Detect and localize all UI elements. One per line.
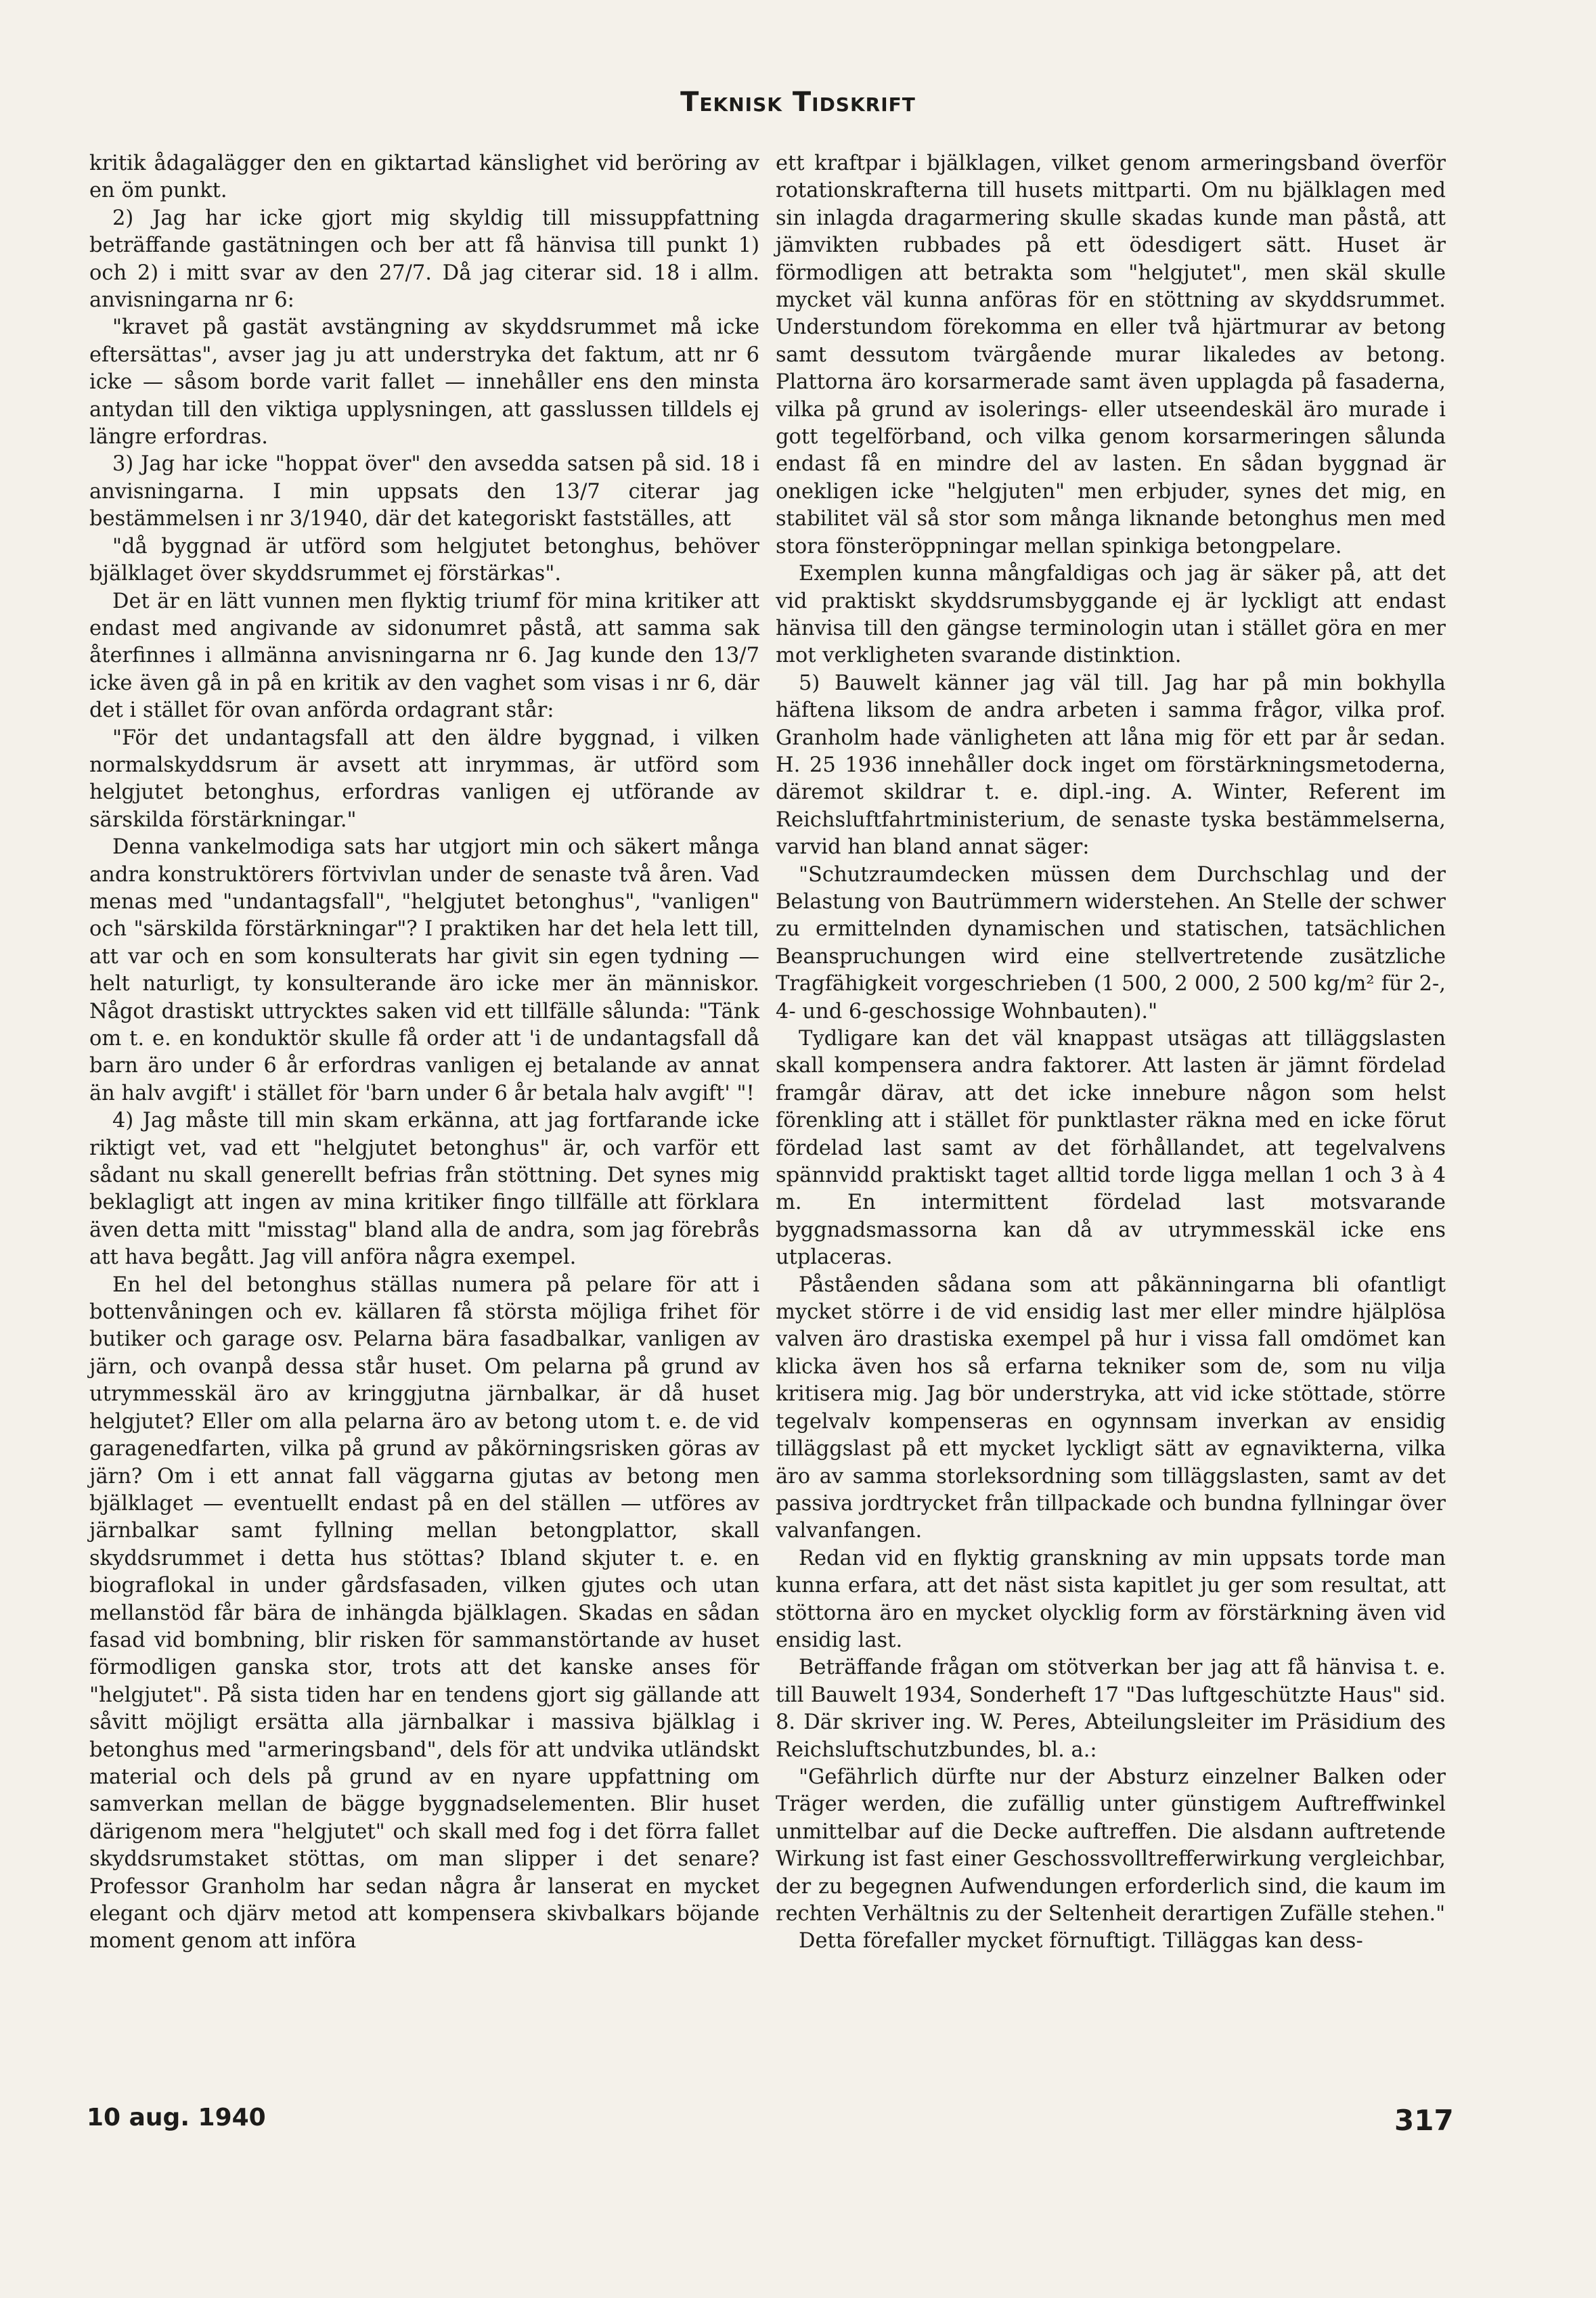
page-number: 317 xyxy=(1394,2104,1454,2137)
paragraph: Denna vankelmodiga sats har utgjort min och säkert många andra konstruktörers förtvivlan under de senaste två åren. Vad menas med "undantagsfall", "helgjutet betonghus", "vanligen" och "särskilda förstärkningar"? I praktiken har det hela lett till, att var och en som konsulterats har givit sin egen tydning — helt naturligt, ty konsulterande äro icke mer än människor. Något drastiskt uttrycktes saken vid ett tillfälle sålunda: "Tänk om t. e. en konduktör skulle få order att 'i de undantagsfall då barn äro under 6 år erfordras vanligen ej betalande av annat än halv avgift' i stället för 'barn under 6 år betala halv avgift' "! xyxy=(89,835,759,1105)
right-column xyxy=(776,150,1446,1955)
paragraph: 2) Jag har icke gjort mig skyldig till missuppfattning beträffande gastätningen och ber att få hänvisa till punkt 1) och 2) i mitt svar av den 27/7. Då jag citerar sid. 18 i allm. anvisningarna nr 6: xyxy=(89,206,759,313)
paragraph: Detta förefaller mycket förnuftigt. Tilläggas kan dess- xyxy=(799,1929,1363,1953)
paragraph: 5) Bauwelt känner jag väl till. Jag har på min bokhylla häftena liksom de andra arbeten i samma frågor, vilka prof. Granholm hade vänligheten att låna mig för ett par år sedan. H. 25 1936 innehåller dock inget om förstärkningsmetoderna, däremot skildrar t. e. dipl.-ing. A. Winter, Referent im Reichsluftfahrtministerium, de senaste tyska bestämmelserna, varvid han bland annat säger: xyxy=(776,671,1446,860)
paragraph: "Gefährlich dürfte nur der Absturz einzelner Balken oder Träger werden, die zufällig unter günstigem Auftreffwinkel unmittelbar auf die Decke auftreffen. Die alsdann auftretende Wirkung ist fast einer Geschossvolltrefferwirkung vergleichbar, der zu begegnen Aufwendungen erforderlich sind, die kaum im rechten Verhältnis zu der Seltenheit derartigen Zufälle stehen." xyxy=(776,1765,1446,1926)
paragraph: 3) Jag har icke "hoppat över" den avsedda satsen på sid. 18 i anvisningarna. I min uppsats den 13/7 citerar jag bestämmelsen i nr 3/1940, där det kategoriskt fastställes, att xyxy=(89,452,759,531)
paragraph: Redan vid en flyktig granskning av min uppsats torde man kunna erfara, att det näst sista kapitlet ju ger som resultat, att stöttorna äro en mycket olycklig form av förstärkning även vid ensidig last. xyxy=(776,1546,1446,1652)
paragraph: ett kraftpar i bjälklagen, vilket genom armeringsband överför rotationskrafterna till husets mittparti. Om nu bjälklagen med sin inlagda dragarmering skulle skadas kunde man påstå, att jämvikten rubbades på ett ödesdigert sätt. Huset är förmodligen att betrakta som "helgjutet", men skäl skulle mycket väl kunna anföras för en stöttning av skyddsrummet. Understundom förekomma en eller två hjärtmurar av betong samt dessutom tvärgående murar likaledes av betong. Plattorna äro korsarmerade samt även upplagda på fasaderna, vilka på grund av isolerings- eller utseendeskäl äro murade i gott tegelförband, och vilka genom korsarmeringen sålunda endast få en mindre del av lasten. En sådan byggnad är onekligen icke "helgjuten" men erbjuder, synes det mig, en stabilitet väl så stor som många liknande betonghus men med stora fönsteröppningar mellan spinkiga betongpelare. xyxy=(776,152,1446,558)
paragraph: Påståenden sådana som att påkänningarna bli ofantligt mycket större i de vid ensidig last mer eller mindre hjälplösa valven äro drastiska exempel på hur i vissa fall omdömet kan klicka även hos så erfarna tekniker som de, som nu vilja kritisera mig. Jag bör understryka, att vid icke stöttade, större tegelvalv kompenseras en ogynnsam inverkan av ensidig tilläggslast på ett mycket lyckligt sätt av egnavikterna, vilka äro av samma storleksordning som tilläggslasten, samt av det passiva jordtrycket från tillpackade och bundna fyllningar över valvanfangen. xyxy=(776,1273,1446,1543)
left-column xyxy=(89,150,759,1955)
paragraph: "kravet på gastät avstängning av skyddsrummet må icke eftersättas", avser jag ju att understryka det faktum, att nr 6 icke — såsom borde varit fallet — innehåller ens den minsta antydan till den viktiga upplysningen, att gasslussen tilldels ej längre erfordras. xyxy=(89,315,759,449)
paragraph: "Schutzraumdecken müssen dem Durchschlag und der Belastung von Bautrümmern widerstehen. An Stelle der schwer zu ermittelnden dynamischen und statischen, tatsächlichen Beanspruchungen wird eine stellvertretende zusätzliche Tragfähigkeit vorgeschrieben (1 500, 2 000, 2 500 kg/m² für 2-, 4- und 6-geschossige Wohnbauten)." xyxy=(776,862,1446,1023)
paragraph: Beträffande frågan om stötverkan ber jag att få hänvisa t. e. till Bauwelt 1934, Sonderheft 17 "Das luftgeschützte Haus" sid. 8. Där skriver ing. W. Peres, Abteilungsleiter im Präsidium des Reichsluftschutzbundes, bl. a.: xyxy=(776,1656,1446,1762)
paragraph: Det är en lätt vunnen men flyktig triumf för mina kritiker att endast med angivande av sidonumret påstå, att samma sak återfinnes i allmänna anvisningarna nr 6. Jag kunde den 13/7 icke även gå in på en kritik av den vaghet som visas i nr 6, där det i stället för ovan anförda ordagrant står: xyxy=(89,589,759,723)
journal-title: Teknisk Tidskrift xyxy=(680,87,916,118)
paragraph: kritik ådagalägger den en giktartad känslighet vid beröring av en öm punkt. xyxy=(89,152,759,203)
paragraph: Exemplen kunna mångfaldigas och jag är säker på, att det vid praktiskt skyddsrumsbyggande ej är lyckligt att endast hänvisa till den gängse terminologin utan i stället göra en mer mot verkligheten svarande distinktion. xyxy=(776,562,1446,668)
paragraph: Tydligare kan det väl knappast utsägas att tilläggslasten skall kompensera andra faktorer. Att lasten är jämnt fördelad framgår därav, att det icke innebure någon som helst förenkling att i stället för punktlaster räkna med en icke förut fördelad last samt av det förhållandet, att tegelvalvens spännvidd praktiskt taget alltid torde ligga mellan 1 och 3 à 4 m. En intermittent fördelad last motsvarande byggnadsmassorna kan då av utrymmesskäl icke ens utplaceras. xyxy=(776,1027,1446,1270)
paragraph: "För det undantagsfall att den äldre byggnad, i vilken normalskyddsrum är avsett att inrymmas, är utförd som helgjutet betonghus, erfordras vanligen ej utförande av särskilda förstärkningar." xyxy=(89,726,759,832)
paragraph: En hel del betonghus ställas numera på pelare för att i bottenvåningen och ev. källaren få största möjliga frihet för butiker och garage osv. Pelarna bära fasadbalkar, vanligen av järn, och ovanpå dessa står huset. Om pelarna på grund av utrymmesskäl äro av kringgjutna järnbalkar, är då huset helgjutet? Eller om alla pelarna äro av betong utom t. e. de vid garagenedfarten, vilka på grund av påkörningsrisken göras av järn? Om i ett annat fall väggarna gjutas av betong men bjälklaget — eventuellt endast på en del ställen — utföres av järnbalkar samt fyllning mellan betongplattor, skall skyddsrummet i detta hus stöttas? Ibland skjuter t. e. en biograflokal in under gårdsfasaden, vilken gjutes och utan mellanstöd får bära de inhängda bjälklagen. Skadas en sådan fasad vid bombning, blir risken för sammanstörtande av huset förmodligen ganska stor, trots att det kanske anses för "helgjutet". På sista tiden har en tendens gjort sig gällande att såvitt möjligt ersätta alla järnbalkar i massiva bjälklag i betonghus med "armeringsband", dels för att undvika utländskt material och dels på grund av en nyare uppfattning om samverkan mellan de bägge byggnadselementen. Blir huset därigenom mera "helgjutet" och skall med fog i det förra fallet skyddsrumstaket stöttas, om man slipper i det senare? Professor Granholm har sedan några år lanserat en mycket elegant och djärv metod att kompensera skivbalkars böjande moment genom att införa xyxy=(89,1273,759,1953)
paragraph: "då byggnad är utförd som helgjutet betonghus, behöver bjälklaget över skyddsrummet ej förstärkas". xyxy=(89,534,759,586)
paragraph: 4) Jag måste till min skam erkänna, att jag fortfarande icke riktigt vet, vad ett "helgjutet betonghus" är, och varför ett sådant nu skall generellt befrias från stöttning. Det synes mig beklagligt att ingen av mina kritiker fingo tillfälle att förklara även detta mitt "misstag" bland alla de andra, som jag förebrås att hava begått. Jag vill anföra några exempel. xyxy=(89,1109,759,1270)
issue-date: 10 aug. 1940 xyxy=(87,2104,266,2131)
